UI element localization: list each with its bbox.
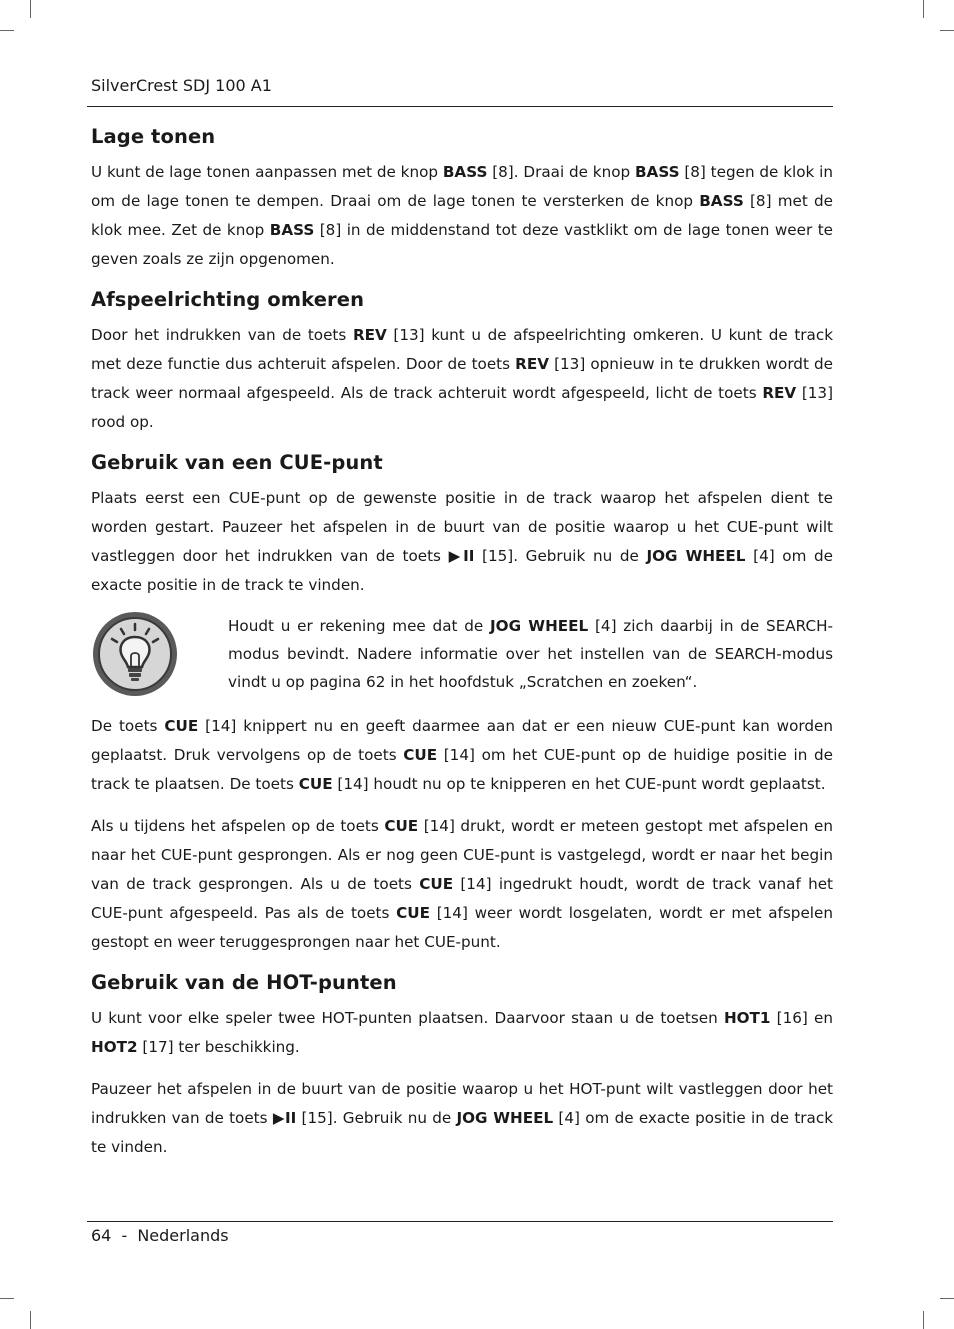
- crop-mark: [940, 30, 954, 31]
- footer-separator: -: [121, 1226, 128, 1245]
- header-title: SilverCrest SDJ 100 A1: [91, 76, 272, 95]
- bold-term: ▶II: [448, 547, 475, 565]
- section-heading: Gebruik van een CUE-punt: [91, 451, 383, 474]
- note-text: Houdt u er rekening mee dat de JOG WHEEL [4] zich daarbij in de SEARCH-modus bevindt. Nadere informatie over het instellen van de SEARCH-modus vindt u op pagina 62 in het hoofdstuk „Scratchen en zoeken“.: [228, 617, 833, 691]
- footer-language: Nederlands: [137, 1226, 229, 1245]
- header-rule: [87, 106, 833, 107]
- section-cue-punt: [91, 451, 833, 957]
- paragraph: Plaats eerst een CUE-punt op de gewenste positie in de track waarop het afspelen dient te worden gestart. Pauzeer het afspelen in de buurt van de positie waarop u het CUE-punt wilt vastleggen door het indrukken van de toets ▶II [15]. Gebruik nu de JOG WHEEL [4] om de exacte positie in de track te vinden.: [91, 489, 834, 594]
- crop-mark: [0, 1298, 14, 1299]
- bold-term: HOT2: [91, 1038, 138, 1056]
- page-content: [91, 118, 833, 1175]
- crop-mark: [30, 1311, 31, 1329]
- bold-term: ▶II: [272, 1109, 297, 1127]
- bold-term: BASS: [634, 163, 680, 181]
- bold-term: CUE: [384, 817, 419, 835]
- paragraph: Als u tijdens het afspelen op de toets CUE [14] drukt, wordt er meteen gestopt met afspelen en naar het CUE-punt gesprongen. Als er nog geen CUE-punt is vastgelegd, wordt er naar het begin van de track gesprongen. Als u de toets CUE [14] ingedrukt houdt, wordt de track vanaf het CUE-punt afgespeeld. Pas als de toets CUE [14] weer wordt losgelaten, wordt er met afspelen gestopt en weer teruggesprongen naar het CUE-punt.: [91, 817, 833, 951]
- section-hot-punten: [91, 971, 833, 1162]
- bold-term: JOG WHEEL: [490, 617, 589, 635]
- crop-mark: [940, 1298, 954, 1299]
- crop-mark: [0, 30, 14, 31]
- crop-mark: [923, 0, 924, 18]
- page-number: 64: [91, 1226, 112, 1245]
- paragraph: U kunt de lage tonen aanpassen met de knop BASS [8]. Draai de knop BASS [8] tegen de klok in om de lage tonen te dempen. Draai om de lage tonen te versterken de knop BASS [8] met de klok mee. Zet de knop BASS [8] in de middenstand tot deze vastklikt om de lage tonen weer te geven zoals ze zijn opgenomen.: [91, 163, 834, 268]
- bold-term: JOG WHEEL: [646, 547, 746, 565]
- paragraph: Door het indrukken van de toets REV [13] kunt u de afspeelrichting omkeren. U kunt de track met deze functie dus achteruit afspelen. Door de toets REV [13] opnieuw in te drukken wordt de track weer normaal afgespeeld. Als de track achteruit wordt afgespeeld, licht de toets REV [13] rood op.: [91, 326, 833, 431]
- bold-term: JOG WHEEL: [456, 1109, 554, 1127]
- bold-term: BASS: [442, 163, 488, 181]
- bold-term: REV: [352, 326, 387, 344]
- bold-term: HOT1: [723, 1009, 771, 1027]
- section-heading: Gebruik van de HOT-punten: [91, 971, 397, 994]
- section-lage-tonen: [91, 125, 833, 274]
- bold-term: CUE: [419, 875, 454, 893]
- crop-mark: [30, 0, 31, 18]
- paragraph: De toets CUE [14] knippert nu en geeft daarmee aan dat er een nieuw CUE-punt kan worden geplaatst. Druk vervolgens op de toets CUE [14] om het CUE-punt op de huidige positie in de track te plaatsen. De toets CUE [14] houdt nu op te knipperen en het CUE-punt wordt geplaatst.: [91, 717, 833, 793]
- paragraph: Pauzeer het afspelen in de buurt van de positie waarop u het HOT-punt wilt vastleggen door het indrukken van de toets ▶II [15]. Gebruik nu de JOG WHEEL [4] om de exacte positie in de track te vinden.: [91, 1080, 833, 1156]
- info-note: [91, 612, 833, 698]
- page-footer: [91, 1226, 229, 1245]
- crop-mark: [923, 1311, 924, 1329]
- section-heading: Lage tonen: [91, 125, 216, 148]
- page-header: [91, 76, 833, 95]
- lightbulb-icon: [91, 610, 179, 698]
- footer-rule: [87, 1221, 833, 1222]
- section-afspeelrichting: [91, 288, 833, 437]
- bold-term: BASS: [269, 221, 315, 239]
- bold-term: CUE: [164, 717, 199, 735]
- paragraph: U kunt voor elke speler twee HOT-punten plaatsen. Daarvoor staan u de toetsen HOT1 [16] en HOT2 [17] ter beschikking.: [91, 1009, 834, 1056]
- bold-term: REV: [515, 355, 549, 373]
- bold-term: BASS: [699, 192, 744, 210]
- bold-term: REV: [762, 384, 797, 402]
- section-heading: Afspeelrichting omkeren: [91, 288, 365, 311]
- bold-term: CUE: [298, 775, 333, 793]
- bold-term: CUE: [396, 904, 430, 922]
- bold-term: CUE: [403, 746, 438, 764]
